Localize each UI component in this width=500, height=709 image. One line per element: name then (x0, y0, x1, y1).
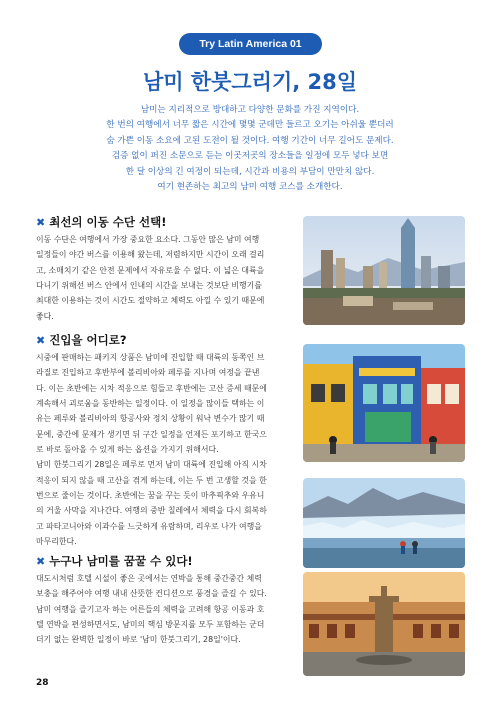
section-heading-anyone (36, 553, 193, 569)
photo-city-skyline (303, 216, 465, 325)
body-line: 계속해서 괴로움을 동반하는 일정이다. 이 일정을 많이들 택하는 이 (36, 399, 265, 409)
page-number: 28 (36, 678, 49, 688)
body-line: 유는 페루와 볼리비아의 항공사와 정치 상황이 워낙 변수가 많기 때 (36, 414, 265, 424)
body-line: 문에, 중간에 문제가 생기면 뒤 구간 일정을 언제든 포기하고 한국으 (36, 429, 267, 439)
photo-glacier (303, 478, 465, 568)
page-title: 남미 한붓그리기, 28일 (142, 70, 358, 94)
section-body-entry (36, 350, 294, 549)
section-heading-text: 누구나 남미를 꿈꿀 수 있다! (49, 554, 193, 568)
section-body-transport (36, 232, 294, 324)
photo-colorful-street (303, 344, 465, 462)
body-line: 좋다. (36, 311, 54, 321)
section-heading-transport (36, 214, 166, 230)
intro-line: 한 달 이상의 긴 여정이 되는데, 시간과 비용의 부담이 만만치 않다. (125, 166, 375, 177)
body-line: 로 바로 돌아올 수 있게 하는 옵션을 가지기 위해서다. (36, 445, 219, 455)
body-line: 라질로 진입하고 후반부에 볼리비아와 페루를 지나며 여정을 끝낸 (36, 368, 260, 378)
section-heading-text: 최선의 이동 수단 선택! (49, 215, 167, 229)
photo-colonial-plaza (303, 572, 465, 676)
body-line: 더기 없는 완벽한 일정이 바로 '남미 한붓그리기, 28일'이다. (36, 635, 241, 645)
body-line: 번으로 줄이는 것이다. 초반에는 꿈을 꾸는 듯이 마추픽추와 우유니 (36, 491, 265, 501)
body-line: 고, 소매치기 같은 안전 문제에서 자유로울 수 없다. 이 넓은 대륙을 (36, 265, 265, 275)
body-line: 마무리한다. (36, 537, 77, 547)
body-line: 텔 연박을 편성하면서도, 남미의 핵심 방문지를 모두 포함하는 군더 (36, 620, 265, 630)
body-line: 보충을 해주어야 여행 내내 산뜻한 컨디션으로 풍경을 즐길 수 있다. (36, 589, 267, 599)
intro-line: 검증 없이 퍼진 소문으로 듣는 이곳저곳의 장소들을 일정에 모두 넣다 보면 (111, 151, 389, 162)
body-line: 다니기 위해선 버스 안에서 인내의 시간을 보내는 것보단 비행기를 (36, 281, 262, 291)
body-line: 대도시처럼 호텔 시설이 좋은 곳에서는 연박을 통해 중간중간 체력 (36, 574, 262, 583)
body-line: 시중에 판매하는 패키지 상품은 남미에 진입할 때 대륙의 동쪽인 브 (36, 353, 265, 362)
intro-line: 남미는 지리적으로 방대하고 다양한 문화를 가진 지역이다. (140, 105, 360, 115)
body-line: 다. 이는 초반에는 시차 적응으로 힘들고 후반에는 고산 증세 때문에 (36, 383, 267, 393)
body-line: 남미 한붓그리기 28일은 페루로 먼저 남미 대륙에 진입해 아직 시차 (36, 460, 267, 470)
body-line: 일정들이 야간 버스를 이용해 왔는데, 저렴하지만 시간이 오래 걸리 (36, 250, 265, 260)
intro-line: 여기 현존하는 최고의 남미 여행 코스를 소개한다. (157, 182, 343, 193)
cross-bullet-icon: ✖ (36, 555, 46, 568)
body-line: 고 파타고니아와 이과수를 느긋하게 유람하며, 리우로 나가 여행을 (36, 521, 262, 531)
intro-line: 한 번의 여행에서 너무 짧은 시간에 몇몇 군데만 들르고 오기는 아쉬울 뿐더러 (106, 120, 394, 131)
cross-bullet-icon: ✖ (36, 334, 46, 347)
body-line: 남미 여행을 즐기고자 하는 어른들의 체력을 고려해 항공 이동과 호 (36, 604, 265, 614)
body-line: 적응이 되지 않을 때 고산을 겪게 하는데, 이는 두 번 고생할 것을 한 (36, 475, 267, 485)
section-heading-text: 진입을 어디로? (49, 333, 127, 347)
cross-bullet-icon: ✖ (36, 216, 46, 229)
series-badge: Try Latin America 01 (179, 33, 322, 55)
section-body-anyone (36, 571, 294, 648)
intro-paragraph (60, 103, 440, 195)
body-line: 최대한 이용하는 것이 시간도 절약하고 체력도 아낄 수 있기 때문에 (36, 296, 265, 306)
body-line: 이동 수단은 여행에서 가장 중요한 요소다. 그동안 많은 남미 여행 (36, 235, 260, 244)
section-heading-entry (36, 332, 127, 348)
body-line: 의 거울 사막을 지나간다. 여행의 중반 칠레에서 체력을 다시 회복하 (36, 506, 267, 516)
intro-line: 숨 가쁜 이동 소요에 고된 도전이 될 것이다. 여행 기간이 너무 길어도 문제다. (106, 135, 394, 146)
